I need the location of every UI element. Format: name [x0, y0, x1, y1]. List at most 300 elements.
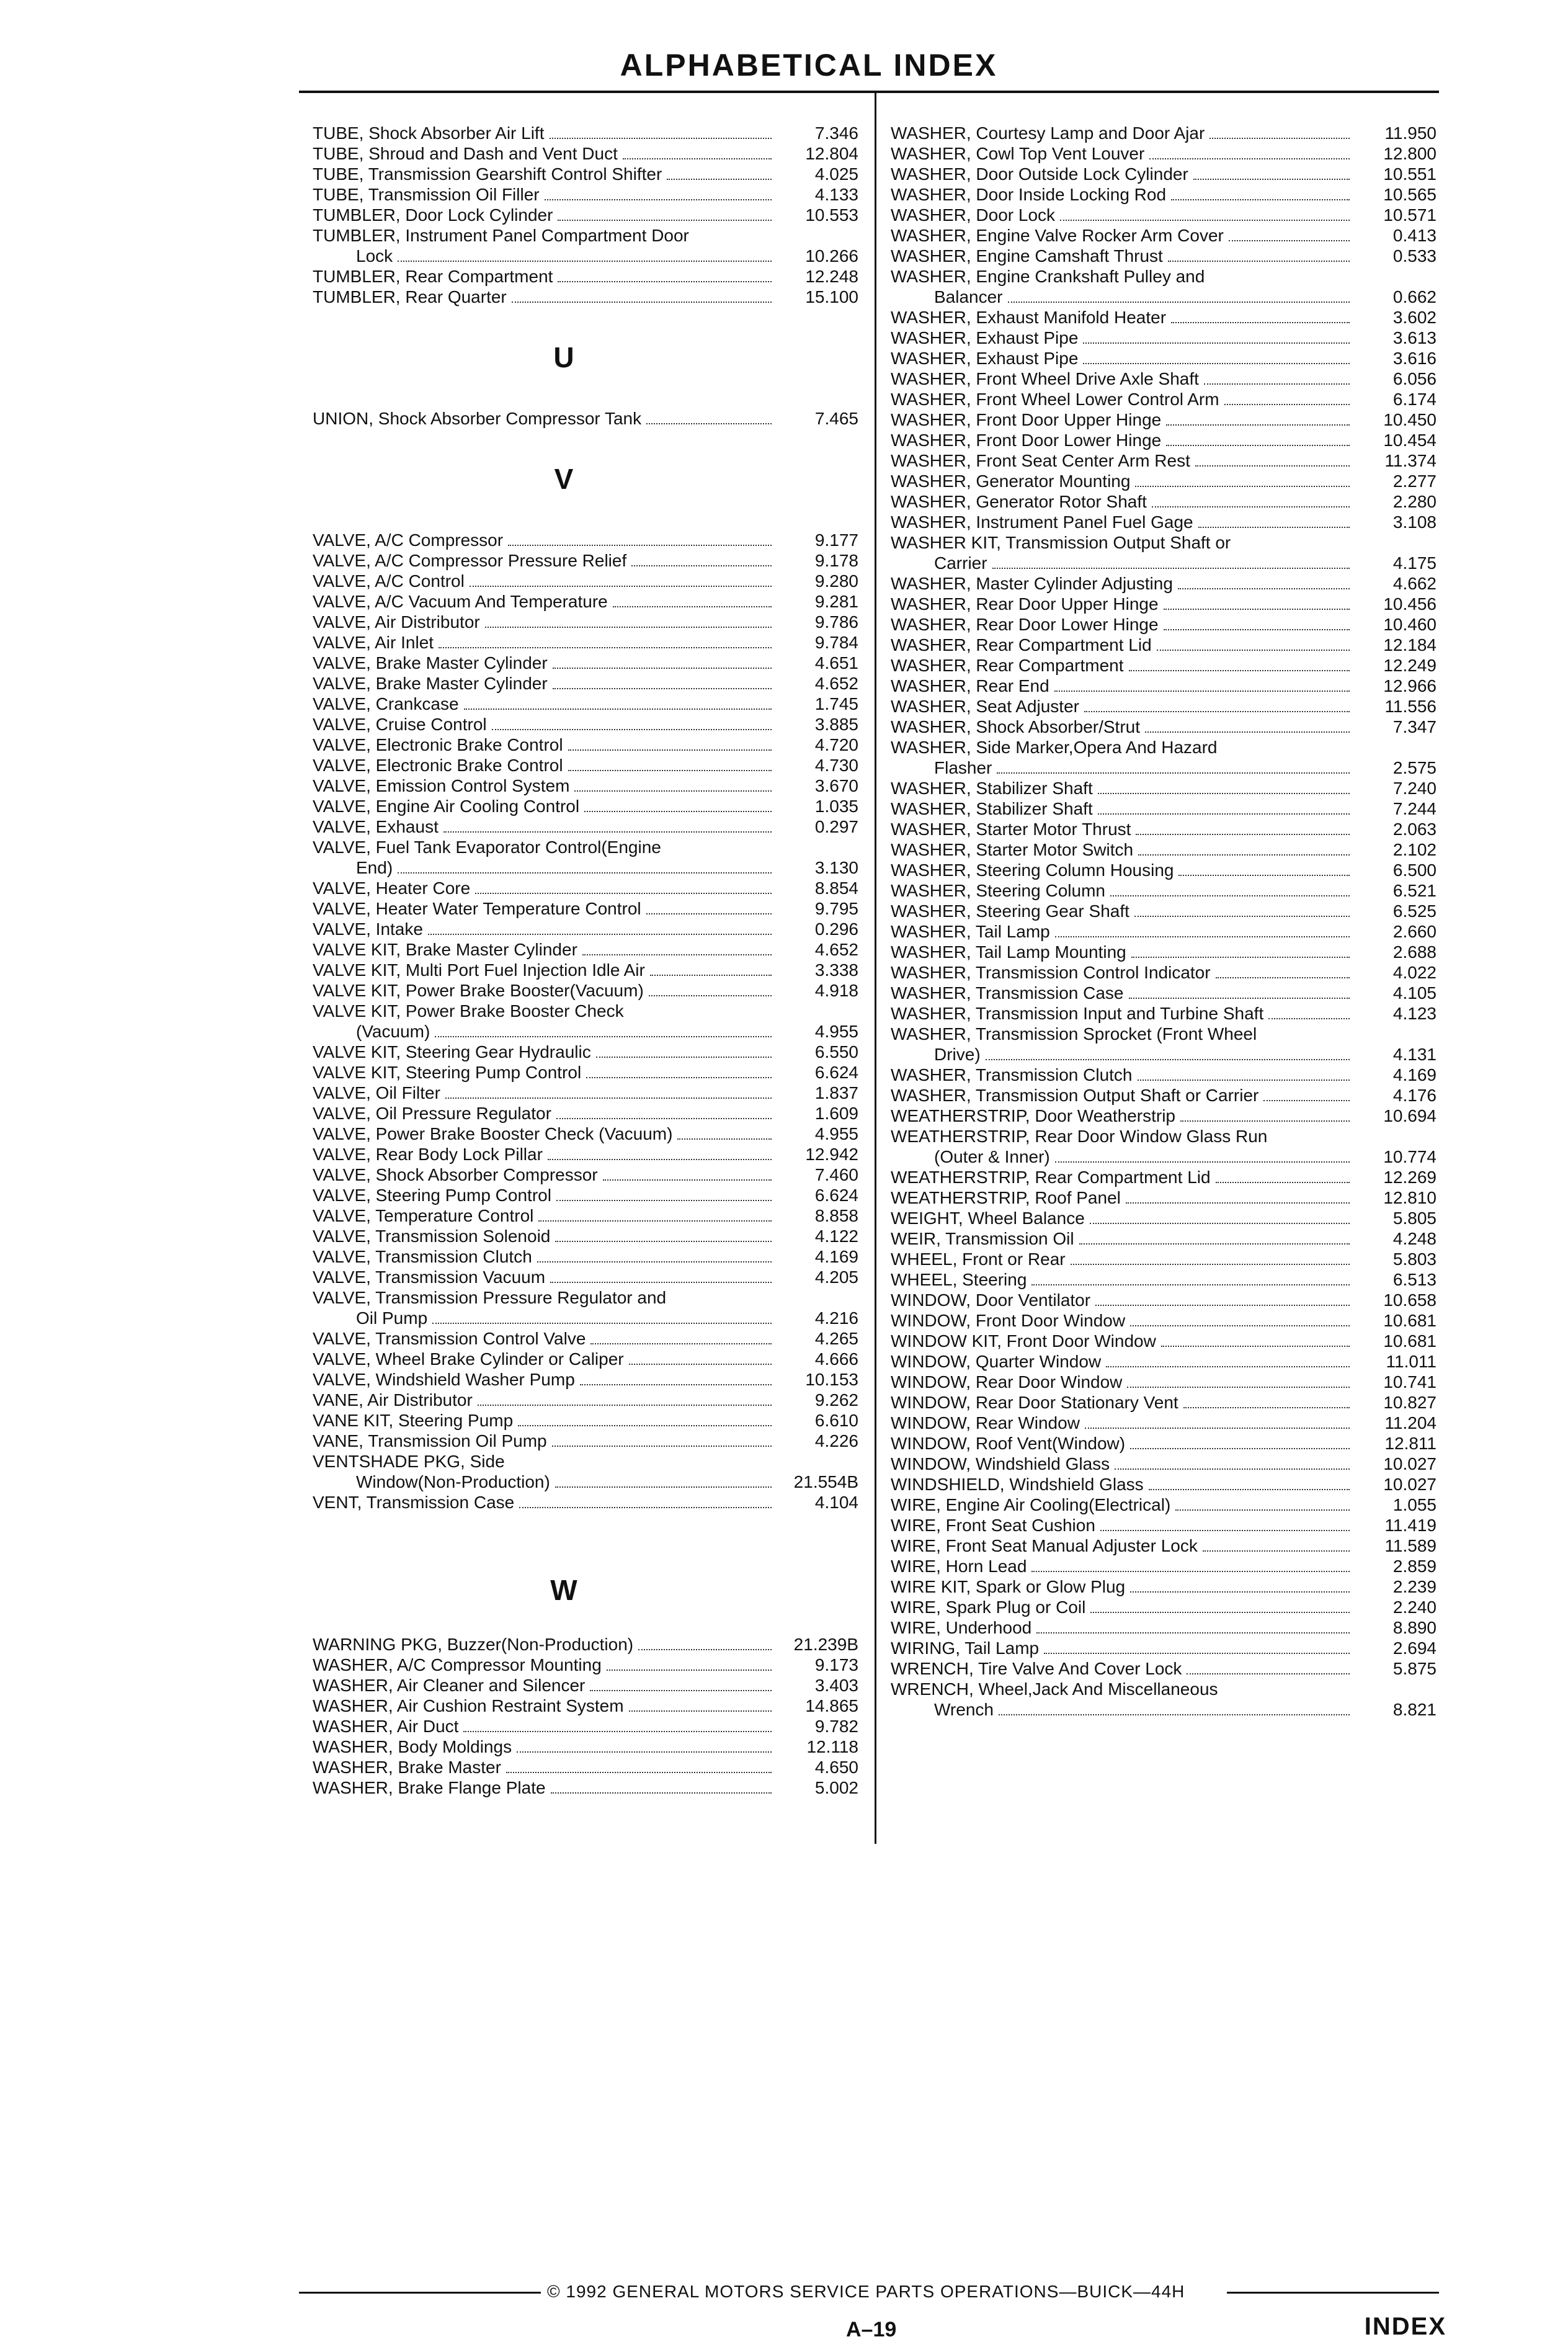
dot-leader	[1060, 201, 1350, 221]
entry-page-ref: 11.950	[1384, 123, 1437, 143]
dot-leader	[445, 1079, 772, 1099]
entry-page-ref: 2.063	[1392, 820, 1437, 839]
entry-text: WASHER, Generator Rotor Shaft	[891, 492, 1147, 511]
entry-text: TUMBLER, Rear Quarter	[313, 287, 507, 306]
page-number: A–19	[846, 2318, 897, 2341]
dot-leader	[1084, 692, 1350, 712]
entry-page-ref: 4.651	[814, 653, 858, 673]
entry-text: WASHER, Door Lock	[891, 205, 1056, 225]
dot-leader	[1098, 795, 1350, 815]
dot-leader	[1126, 1184, 1350, 1204]
entry-text: WIRE, Engine Air Cooling(Electrical)	[891, 1495, 1171, 1514]
entry-text: VALVE KIT, Brake Master Cylinder	[313, 940, 577, 959]
entry-text: VALVE, Electronic Brake Control	[313, 756, 563, 775]
entry-page-ref: 3.602	[1392, 308, 1437, 327]
entry-page-ref: 12.810	[1383, 1188, 1437, 1207]
dot-leader	[582, 936, 772, 955]
dot-leader	[1168, 242, 1350, 262]
entry-text: WINDOW, Front Door Window	[891, 1311, 1126, 1330]
dot-leader	[519, 1488, 772, 1508]
entry-page-ref: 4.022	[1392, 963, 1437, 982]
entry-text: VALVE, Emission Control System	[313, 776, 570, 795]
entry-page-ref: 10.551	[1383, 164, 1437, 184]
dot-leader	[553, 649, 772, 669]
entry-text: WASHER, Rear Door Upper Hinge	[891, 594, 1159, 614]
dot-leader	[1044, 1634, 1350, 1654]
entry-page-ref: 0.533	[1392, 246, 1437, 266]
dot-leader	[1216, 959, 1350, 978]
entry-text: VALVE, Rear Body Lock Pillar	[313, 1145, 543, 1164]
entry-page-ref: 9.782	[814, 1717, 858, 1736]
index-entry	[891, 143, 1437, 164]
dot-leader	[555, 1222, 772, 1242]
dot-leader	[1145, 713, 1350, 733]
entry-text: WASHER, Instrument Panel Fuel Gage	[891, 512, 1193, 532]
entry-page-ref: 10.027	[1383, 1475, 1437, 1494]
dot-leader	[478, 1386, 772, 1406]
dot-leader	[1131, 938, 1350, 958]
entry-page-ref: 4.248	[1392, 1229, 1437, 1248]
entry-page-ref: 21.554B	[793, 1472, 858, 1491]
entry-text: VALVE, Steering Pump Control	[313, 1186, 551, 1205]
entry-text: TUBE, Transmission Gearshift Control Shifter	[313, 164, 662, 184]
entry-text: TUBE, Shock Absorber Air Lift	[313, 123, 545, 143]
entry-text: WIRE KIT, Spark or Glow Plug	[891, 1577, 1126, 1596]
dot-leader	[470, 567, 772, 587]
entry-page-ref: 3.108	[1392, 512, 1437, 532]
entry-page-ref: 4.131	[1392, 1045, 1437, 1064]
dot-leader	[1055, 918, 1350, 937]
dot-leader	[1008, 283, 1350, 303]
entry-text: WASHER, Rear End	[891, 676, 1049, 695]
dot-leader	[517, 1733, 772, 1753]
entry-text: WHEEL, Steering	[891, 1270, 1027, 1289]
dot-leader	[586, 1058, 772, 1078]
dot-leader	[1203, 1532, 1350, 1552]
index-entry	[313, 123, 858, 143]
dot-leader	[1054, 672, 1350, 692]
dot-leader	[1071, 1245, 1350, 1265]
dot-leader	[1110, 877, 1350, 896]
dot-leader	[1166, 406, 1350, 426]
entry-text: VALVE, Windshield Washer Pump	[313, 1370, 575, 1389]
entry-text: WASHER, Engine Crankshaft Pulley and	[891, 267, 1205, 286]
dot-leader	[558, 262, 772, 282]
entry-text: VALVE, Transmission Pressure Regulator and	[313, 1288, 667, 1307]
dot-leader	[1152, 488, 1350, 507]
entry-text: TUBE, Shroud and Dash and Vent Duct	[313, 144, 618, 163]
entry-text: WASHER, Exhaust Pipe	[891, 328, 1079, 347]
entry-text: WEATHERSTRIP, Door Weatherstrip	[891, 1106, 1176, 1125]
index-entry	[891, 348, 1437, 369]
entry-page-ref: 10.565	[1383, 185, 1437, 204]
entry-text: WASHER, Steering Column	[891, 881, 1105, 900]
entry-page-ref: 8.858	[814, 1206, 858, 1225]
entry-text: WINDOW, Rear Window	[891, 1413, 1080, 1432]
dot-leader	[629, 1345, 772, 1365]
entry-page-ref: 12.248	[805, 267, 858, 286]
entry-page-ref: 10.456	[1383, 594, 1437, 614]
index-entry	[891, 1146, 1437, 1167]
dot-leader	[574, 772, 772, 792]
footer-rule-left	[299, 2292, 541, 2294]
dot-leader	[558, 201, 772, 221]
entry-page-ref: 3.130	[814, 858, 858, 877]
entry-text: Balancer	[934, 287, 1003, 306]
dot-leader	[556, 1099, 772, 1119]
entry-page-ref: 6.056	[1392, 369, 1437, 388]
dot-leader	[555, 1468, 772, 1488]
entry-page-ref: 2.240	[1392, 1598, 1437, 1617]
entry-page-ref: 4.955	[814, 1022, 858, 1041]
entry-page-ref: 4.652	[814, 674, 858, 693]
entry-text: VALVE, A/C Vacuum And Temperature	[313, 592, 608, 611]
dot-leader	[1263, 1081, 1350, 1101]
entry-text: VALVE, Heater Water Temperature Control	[313, 899, 641, 918]
entry-page-ref: 0.296	[814, 919, 858, 939]
entry-page-ref: 9.262	[814, 1390, 858, 1410]
dot-leader	[1090, 1204, 1350, 1224]
entry-page-ref: 11.374	[1384, 451, 1437, 470]
entry-page-ref: 12.118	[806, 1737, 858, 1756]
entry-page-ref: 4.666	[814, 1349, 858, 1369]
entry-page-ref: 8.854	[814, 878, 858, 898]
entry-text: WINDOW KIT, Front Door Window	[891, 1331, 1156, 1351]
entry-page-ref: 10.571	[1383, 205, 1437, 225]
entry-text: TUMBLER, Instrument Panel Compartment Door	[313, 226, 689, 245]
index-entry	[891, 1065, 1437, 1085]
entry-page-ref: 3.403	[814, 1676, 858, 1695]
dot-leader	[646, 404, 772, 424]
index-entry	[313, 1328, 858, 1349]
entry-page-ref: 6.624	[814, 1063, 858, 1082]
entry-page-ref: 10.681	[1383, 1331, 1437, 1351]
entry-text: WEATHERSTRIP, Rear Door Window Glass Run	[891, 1127, 1268, 1146]
index-entry	[313, 205, 858, 225]
entry-text: WRENCH, Wheel,Jack And Miscellaneous	[891, 1679, 1218, 1699]
entry-text: VALVE, Exhaust	[313, 817, 439, 836]
entry-page-ref: 10.741	[1383, 1372, 1437, 1392]
footer	[299, 2279, 1439, 2304]
dot-leader	[398, 854, 772, 874]
entry-text: TUMBLER, Door Lock Cylinder	[313, 205, 553, 225]
entry-text: VALVE, A/C Control	[313, 571, 465, 591]
dot-leader	[475, 874, 772, 894]
entry-text: WASHER, Transmission Clutch	[891, 1065, 1133, 1084]
entry-text: WASHER, Engine Valve Rocker Arm Cover	[891, 226, 1224, 245]
dot-leader	[1149, 140, 1350, 159]
index-entry	[891, 491, 1437, 512]
entry-page-ref: 12.800	[1383, 144, 1437, 163]
dot-leader	[1134, 897, 1350, 917]
index-entry	[313, 571, 858, 591]
entry-text: End)	[356, 858, 393, 877]
index-entry	[891, 717, 1437, 737]
index-entry	[891, 246, 1437, 266]
index-entry	[891, 225, 1437, 246]
entry-page-ref: 4.175	[1392, 553, 1437, 573]
entry-page-ref: 5.803	[1392, 1249, 1437, 1269]
index-entry	[313, 1655, 858, 1675]
dot-leader	[463, 1712, 772, 1732]
footer-rule-right	[1227, 2292, 1439, 2294]
entry-page-ref: 6.513	[1392, 1270, 1437, 1289]
dot-leader	[1129, 979, 1350, 999]
dot-leader	[1079, 1225, 1350, 1245]
dot-leader	[1157, 631, 1350, 651]
entry-page-ref: 11.589	[1384, 1536, 1437, 1555]
left-index-column	[313, 123, 858, 1798]
dot-leader	[428, 915, 772, 935]
dot-leader	[590, 1325, 772, 1344]
entry-page-ref: 7.465	[814, 409, 858, 428]
index-entry	[891, 369, 1437, 389]
entry-text: VALVE, Transmission Control Valve	[313, 1329, 586, 1348]
entry-text: WASHER, Air Cushion Restraint System	[313, 1696, 624, 1715]
dot-leader	[1171, 181, 1350, 200]
dot-leader	[537, 1243, 772, 1263]
index-entry	[313, 1431, 858, 1451]
entry-page-ref: 4.652	[814, 940, 858, 959]
dot-leader	[551, 1774, 772, 1794]
entry-page-ref: 4.955	[814, 1124, 858, 1143]
entry-text: VALVE, Power Brake Booster Check (Vacuum)	[313, 1124, 673, 1143]
entry-text: WASHER, Body Moldings	[313, 1737, 512, 1756]
index-entry	[313, 1042, 858, 1062]
entry-page-ref: 12.942	[805, 1145, 858, 1164]
dot-leader	[568, 751, 772, 771]
entry-page-ref: 5.002	[814, 1778, 858, 1797]
entry-text: VALVE, Oil Filter	[313, 1083, 440, 1102]
entry-page-ref: 10.153	[805, 1370, 858, 1389]
dot-leader	[667, 160, 772, 180]
dot-leader	[1031, 1552, 1350, 1572]
entry-text: VALVE, Heater Core	[313, 878, 471, 898]
entry-text: WASHER, Generator Mounting	[891, 472, 1131, 491]
entry-page-ref: 2.688	[1392, 942, 1437, 962]
dot-leader	[613, 588, 772, 607]
index-entry	[313, 1634, 858, 1655]
entry-text: WINDOW, Door Ventilator	[891, 1290, 1091, 1310]
entry-page-ref: 2.575	[1392, 758, 1437, 777]
entry-text: TUMBLER, Rear Compartment	[313, 267, 553, 286]
entry-page-ref: 4.025	[814, 164, 858, 184]
dot-leader	[623, 140, 772, 159]
dot-leader	[1216, 1163, 1350, 1183]
entry-text: WASHER, Starter Motor Switch	[891, 840, 1134, 859]
dot-leader	[638, 1630, 772, 1650]
entry-text: VALVE, A/C Compressor Pressure Relief	[313, 551, 627, 570]
entry-text: UNION, Shock Absorber Compressor Tank	[313, 409, 642, 428]
entry-text: WASHER, Front Seat Center Arm Rest	[891, 451, 1190, 470]
index-entry	[891, 1699, 1437, 1720]
entry-page-ref: 10.827	[1383, 1393, 1437, 1412]
dot-leader	[1171, 303, 1350, 323]
entry-text: WASHER, Stabilizer Shaft	[891, 799, 1093, 818]
index-entry	[313, 1492, 858, 1513]
dot-leader	[1095, 1286, 1350, 1306]
entry-text: VENT, Transmission Case	[313, 1493, 515, 1512]
entry-text: Window(Non-Production)	[356, 1472, 550, 1491]
index-entry	[313, 1103, 858, 1124]
entry-page-ref: 4.205	[814, 1267, 858, 1287]
dot-leader	[607, 1651, 772, 1671]
dot-leader	[1183, 1388, 1350, 1408]
dot-leader	[1229, 221, 1350, 241]
entry-text: WINDSHIELD, Windshield Glass	[891, 1475, 1144, 1494]
index-entry	[313, 1308, 858, 1328]
dot-leader	[580, 1365, 772, 1385]
entry-page-ref: 1.055	[1392, 1495, 1437, 1514]
index-entry	[891, 164, 1437, 184]
entry-page-ref: 1.035	[814, 797, 858, 816]
dot-leader	[677, 1120, 772, 1140]
entry-text: WASHER, Door Inside Locking Rod	[891, 185, 1167, 204]
dot-leader	[1166, 426, 1350, 446]
entry-text: WASHER, Shock Absorber/Strut	[891, 717, 1140, 736]
index-entry	[891, 409, 1437, 430]
entry-text: (Outer & Inner)	[934, 1147, 1050, 1166]
entry-page-ref: 3.613	[1392, 328, 1437, 347]
entry-text: WEATHERSTRIP, Rear Compartment Lid	[891, 1168, 1211, 1187]
entry-page-ref: 1.609	[814, 1104, 858, 1123]
entry-page-ref: 8.890	[1392, 1618, 1437, 1637]
entry-text: VALVE, Crankcase	[313, 694, 459, 713]
entry-page-ref: 0.297	[814, 817, 858, 836]
index-entry	[891, 839, 1437, 860]
entry-text: WHEEL, Front or Rear	[891, 1249, 1066, 1269]
index-entry	[891, 1474, 1437, 1495]
entry-text: WASHER, Transmission Sprocket (Front Wheel	[891, 1024, 1257, 1044]
entry-page-ref: 7.347	[1392, 717, 1437, 736]
entry-page-ref: 10.658	[1383, 1290, 1437, 1310]
entry-text: WIRE, Front Seat Cushion	[891, 1516, 1095, 1535]
dot-leader	[603, 1161, 772, 1181]
entry-text: WIRE, Spark Plug or Coil	[891, 1598, 1086, 1617]
dot-leader	[1209, 119, 1350, 139]
entry-page-ref: 12.184	[1383, 635, 1437, 655]
entry-page-ref: 11.556	[1384, 697, 1437, 716]
entry-page-ref: 21.239B	[793, 1635, 858, 1654]
index-entry	[313, 408, 858, 429]
entry-page-ref: 6.500	[1392, 860, 1437, 880]
entry-page-ref: 7.240	[1392, 779, 1437, 798]
dot-leader	[584, 792, 772, 812]
entry-page-ref: 10.681	[1383, 1311, 1437, 1330]
entry-text: TUBE, Transmission Oil Filler	[313, 185, 540, 204]
entry-text: WASHER, Air Cleaner and Silencer	[313, 1676, 586, 1695]
entry-text: Oil Pump	[356, 1308, 428, 1328]
entry-page-ref: 7.346	[814, 123, 858, 143]
entry-text: WASHER, Rear Compartment Lid	[891, 635, 1152, 655]
index-entry	[313, 287, 858, 307]
index-entry	[891, 1106, 1437, 1126]
index-entry	[313, 143, 858, 164]
index-entry	[891, 942, 1437, 962]
entry-page-ref: 4.176	[1392, 1086, 1437, 1105]
entry-text: WASHER, Brake Flange Plate	[313, 1778, 546, 1797]
entry-page-ref: 4.918	[814, 981, 858, 1000]
copyright-notice: © 1992 GENERAL MOTORS SERVICE PARTS OPERATIONS—BUICK—44H	[547, 2282, 1185, 2301]
entry-page-ref: 6.624	[814, 1186, 858, 1205]
dot-leader	[596, 1038, 772, 1058]
dot-leader	[518, 1406, 772, 1426]
entry-text: WINDOW, Rear Door Window	[891, 1372, 1123, 1392]
index-entry	[313, 816, 858, 837]
index-entry	[891, 1085, 1437, 1106]
index-entry	[313, 878, 858, 898]
entry-text: Flasher	[934, 758, 992, 777]
entry-text: VALVE, Transmission Solenoid	[313, 1227, 551, 1246]
dot-leader	[986, 1040, 1350, 1060]
entry-text: WIRE, Horn Lead	[891, 1557, 1027, 1576]
dot-leader	[1083, 344, 1350, 364]
entry-text: WASHER, Engine Camshaft Thrust	[891, 246, 1163, 266]
entry-text: WASHER, Tail Lamp Mounting	[891, 942, 1126, 962]
index-entry	[891, 1515, 1437, 1535]
dot-leader	[1127, 1368, 1350, 1388]
entry-text: VALVE, Shock Absorber Compressor	[313, 1165, 598, 1184]
dot-leader	[999, 1696, 1350, 1715]
entry-page-ref: 9.280	[814, 571, 858, 591]
dot-leader	[432, 1304, 772, 1324]
entry-text: WASHER, Transmission Input and Turbine Shaft	[891, 1004, 1264, 1023]
entry-text: WASHER, Side Marker,Opera And Hazard	[891, 738, 1218, 757]
dot-leader	[485, 608, 772, 628]
entry-text: WASHER, Exhaust Manifold Heater	[891, 308, 1167, 327]
entry-page-ref: 4.662	[1392, 574, 1437, 593]
dot-leader	[1138, 836, 1350, 856]
dot-leader	[550, 119, 772, 139]
entry-text: VALVE, Fuel Tank Evaporator Control(Engine	[313, 838, 661, 857]
dot-leader	[439, 628, 772, 648]
entry-page-ref: 6.525	[1392, 901, 1437, 921]
entry-text: Wrench	[934, 1700, 994, 1719]
entry-text: VALVE KIT, Steering Pump Control	[313, 1063, 582, 1082]
entry-page-ref: 8.821	[1392, 1700, 1437, 1719]
entry-text: WEATHERSTRIP, Roof Panel	[891, 1188, 1121, 1207]
dot-leader	[1175, 1491, 1350, 1511]
entry-text: WINDOW, Quarter Window	[891, 1352, 1102, 1371]
entry-page-ref: 2.859	[1392, 1557, 1437, 1576]
dot-leader	[556, 1181, 772, 1201]
section-letter: V	[554, 463, 574, 495]
entry-page-ref: 6.550	[814, 1042, 858, 1061]
index-entry	[891, 205, 1437, 225]
dot-leader	[1161, 1327, 1350, 1347]
dot-leader	[1178, 856, 1350, 876]
entry-text: VALVE, Engine Air Cooling Control	[313, 797, 580, 816]
entry-page-ref: 6.610	[814, 1411, 858, 1430]
index-entry	[891, 1658, 1437, 1679]
dot-leader	[506, 1753, 772, 1773]
entry-page-ref: 10.266	[805, 246, 858, 266]
entry-page-ref: 2.102	[1392, 840, 1437, 859]
dot-leader	[1204, 365, 1350, 385]
entry-page-ref: 12.269	[1383, 1168, 1437, 1187]
entry-page-ref: 3.885	[814, 715, 858, 734]
dot-leader	[492, 710, 772, 730]
entry-text: WASHER, Rear Door Lower Hinge	[891, 615, 1159, 634]
entry-text: WASHER, Steering Column Housing	[891, 860, 1174, 880]
entry-page-ref: 3.338	[814, 960, 858, 980]
entry-text: WASHER, Stabilizer Shaft	[891, 779, 1093, 798]
entry-text: VALVE, Electronic Brake Control	[313, 735, 563, 754]
dot-leader	[1149, 1470, 1350, 1490]
column-divider	[875, 93, 876, 1844]
dot-leader	[1138, 1061, 1350, 1081]
entry-page-ref: 3.670	[814, 776, 858, 795]
